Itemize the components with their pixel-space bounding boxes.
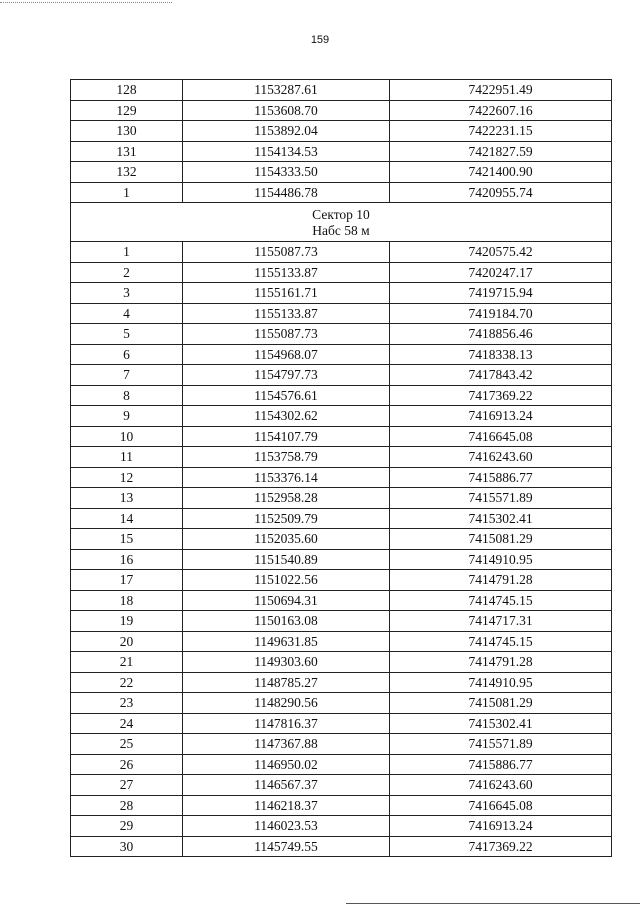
- y-coordinate-cell: 7415081.29: [390, 693, 612, 714]
- x-coordinate-cell: 1154968.07: [183, 344, 390, 365]
- point-number-cell: 15: [71, 529, 183, 550]
- point-number-cell: 23: [71, 693, 183, 714]
- point-number-cell: 11: [71, 447, 183, 468]
- y-coordinate-cell: 7415571.89: [390, 734, 612, 755]
- table-row: [71, 344, 612, 365]
- table-row: [71, 385, 612, 406]
- point-number-cell: 19: [71, 611, 183, 632]
- point-number-cell: 4: [71, 303, 183, 324]
- y-coordinate-cell: 7420955.74: [390, 182, 612, 203]
- y-coordinate-cell: 7414791.28: [390, 652, 612, 673]
- y-coordinate-cell: 7420575.42: [390, 242, 612, 263]
- x-coordinate-cell: 1155161.71: [183, 283, 390, 304]
- y-coordinate-cell: 7415302.41: [390, 713, 612, 734]
- x-coordinate-cell: 1150163.08: [183, 611, 390, 632]
- point-number-cell: 26: [71, 754, 183, 775]
- table-row: [71, 713, 612, 734]
- sector-header-group: [71, 203, 612, 242]
- point-number-cell: 24: [71, 713, 183, 734]
- x-coordinate-cell: 1155087.73: [183, 324, 390, 345]
- point-number-cell: 131: [71, 141, 183, 162]
- y-coordinate-cell: 7415302.41: [390, 508, 612, 529]
- x-coordinate-cell: 1146950.02: [183, 754, 390, 775]
- table-row: [71, 324, 612, 345]
- table-row: [71, 488, 612, 509]
- table-row: [71, 447, 612, 468]
- y-coordinate-cell: 7415571.89: [390, 488, 612, 509]
- table-row: [71, 652, 612, 673]
- table-row: [71, 80, 612, 101]
- point-number-cell: 22: [71, 672, 183, 693]
- x-coordinate-cell: 1150694.31: [183, 590, 390, 611]
- y-coordinate-cell: 7416913.24: [390, 406, 612, 427]
- table-row: [71, 162, 612, 183]
- point-number-cell: 3: [71, 283, 183, 304]
- x-coordinate-cell: 1153608.70: [183, 100, 390, 121]
- x-coordinate-cell: 1147816.37: [183, 713, 390, 734]
- point-number-cell: 128: [71, 80, 183, 101]
- table-row: [71, 775, 612, 796]
- y-coordinate-cell: 7414910.95: [390, 672, 612, 693]
- y-coordinate-cell: 7416243.60: [390, 447, 612, 468]
- x-coordinate-cell: 1152035.60: [183, 529, 390, 550]
- table-row: [71, 467, 612, 488]
- y-coordinate-cell: 7414745.15: [390, 590, 612, 611]
- page-number: 159: [310, 34, 330, 46]
- x-coordinate-cell: 1151540.89: [183, 549, 390, 570]
- x-coordinate-cell: 1153758.79: [183, 447, 390, 468]
- x-coordinate-cell: 1154797.73: [183, 365, 390, 386]
- x-coordinate-cell: 1154134.53: [183, 141, 390, 162]
- table-row: [71, 631, 612, 652]
- x-coordinate-cell: 1148785.27: [183, 672, 390, 693]
- x-coordinate-cell: 1147367.88: [183, 734, 390, 755]
- table-row: [71, 303, 612, 324]
- table-row: [71, 365, 612, 386]
- y-coordinate-cell: 7422231.15: [390, 121, 612, 142]
- table-row: [71, 100, 612, 121]
- point-number-cell: 6: [71, 344, 183, 365]
- point-number-cell: 1: [71, 242, 183, 263]
- point-number-cell: 10: [71, 426, 183, 447]
- point-number-cell: 132: [71, 162, 183, 183]
- table-row: [71, 508, 612, 529]
- y-coordinate-cell: 7414717.31: [390, 611, 612, 632]
- x-coordinate-cell: 1154333.50: [183, 162, 390, 183]
- x-coordinate-cell: 1153892.04: [183, 121, 390, 142]
- point-number-cell: 14: [71, 508, 183, 529]
- point-number-cell: 9: [71, 406, 183, 427]
- table-row: [71, 426, 612, 447]
- coordinates-table: [70, 79, 612, 857]
- point-number-cell: 7: [71, 365, 183, 386]
- x-coordinate-cell: 1146218.37: [183, 795, 390, 816]
- y-coordinate-cell: 7422951.49: [390, 80, 612, 101]
- y-coordinate-cell: 7419184.70: [390, 303, 612, 324]
- x-coordinate-cell: 1154486.78: [183, 182, 390, 203]
- y-coordinate-cell: 7416645.08: [390, 426, 612, 447]
- x-coordinate-cell: 1155133.87: [183, 262, 390, 283]
- point-number-cell: 129: [71, 100, 183, 121]
- y-coordinate-cell: 7415886.77: [390, 467, 612, 488]
- x-coordinate-cell: 1146023.53: [183, 816, 390, 837]
- x-coordinate-cell: 1152509.79: [183, 508, 390, 529]
- y-coordinate-cell: 7422607.16: [390, 100, 612, 121]
- table-row: [71, 734, 612, 755]
- table-row: [71, 141, 612, 162]
- y-coordinate-cell: 7418856.46: [390, 324, 612, 345]
- table-row: [71, 590, 612, 611]
- y-coordinate-cell: 7414910.95: [390, 549, 612, 570]
- point-number-cell: 13: [71, 488, 183, 509]
- y-coordinate-cell: 7416243.60: [390, 775, 612, 796]
- x-coordinate-cell: 1146567.37: [183, 775, 390, 796]
- table-row: [71, 262, 612, 283]
- sector-header-row: [71, 203, 612, 242]
- y-coordinate-cell: 7417369.22: [390, 385, 612, 406]
- sector-title: Сектор 10: [312, 206, 370, 222]
- table-row: [71, 549, 612, 570]
- y-coordinate-cell: 7421827.59: [390, 141, 612, 162]
- x-coordinate-cell: 1149631.85: [183, 631, 390, 652]
- table-row: [71, 182, 612, 203]
- x-coordinate-cell: 1153287.61: [183, 80, 390, 101]
- scan-edge-bottom: [346, 903, 640, 904]
- x-coordinate-cell: 1151022.56: [183, 570, 390, 591]
- sector-header-cell: [71, 203, 612, 242]
- x-coordinate-cell: 1154107.79: [183, 426, 390, 447]
- y-coordinate-cell: 7414791.28: [390, 570, 612, 591]
- point-number-cell: 2: [71, 262, 183, 283]
- point-number-cell: 21: [71, 652, 183, 673]
- table-row: [71, 406, 612, 427]
- table-row: [71, 570, 612, 591]
- x-coordinate-cell: 1149303.60: [183, 652, 390, 673]
- x-coordinate-cell: 1155087.73: [183, 242, 390, 263]
- x-coordinate-cell: 1145749.55: [183, 836, 390, 857]
- point-number-cell: 17: [71, 570, 183, 591]
- table-row: [71, 121, 612, 142]
- table-row: [71, 611, 612, 632]
- y-coordinate-cell: 7415886.77: [390, 754, 612, 775]
- point-number-cell: 1: [71, 182, 183, 203]
- x-coordinate-cell: 1154576.61: [183, 385, 390, 406]
- coordinates-table-body-after: [71, 242, 612, 857]
- y-coordinate-cell: 7417369.22: [390, 836, 612, 857]
- point-number-cell: 16: [71, 549, 183, 570]
- table-row: [71, 672, 612, 693]
- x-coordinate-cell: 1152958.28: [183, 488, 390, 509]
- point-number-cell: 130: [71, 121, 183, 142]
- point-number-cell: 8: [71, 385, 183, 406]
- sector-height: Набс 58 м: [312, 222, 370, 238]
- y-coordinate-cell: 7416913.24: [390, 816, 612, 837]
- y-coordinate-cell: 7416645.08: [390, 795, 612, 816]
- table-row: [71, 836, 612, 857]
- coordinates-table-body-before: [71, 80, 612, 203]
- table-row: [71, 242, 612, 263]
- point-number-cell: 18: [71, 590, 183, 611]
- y-coordinate-cell: 7421400.90: [390, 162, 612, 183]
- table-row: [71, 754, 612, 775]
- point-number-cell: 20: [71, 631, 183, 652]
- y-coordinate-cell: 7418338.13: [390, 344, 612, 365]
- x-coordinate-cell: 1154302.62: [183, 406, 390, 427]
- y-coordinate-cell: 7417843.42: [390, 365, 612, 386]
- point-number-cell: 12: [71, 467, 183, 488]
- point-number-cell: 27: [71, 775, 183, 796]
- y-coordinate-cell: 7419715.94: [390, 283, 612, 304]
- table-row: [71, 529, 612, 550]
- table-row: [71, 283, 612, 304]
- point-number-cell: 29: [71, 816, 183, 837]
- y-coordinate-cell: 7414745.15: [390, 631, 612, 652]
- y-coordinate-cell: 7415081.29: [390, 529, 612, 550]
- y-coordinate-cell: 7420247.17: [390, 262, 612, 283]
- point-number-cell: 5: [71, 324, 183, 345]
- x-coordinate-cell: 1155133.87: [183, 303, 390, 324]
- x-coordinate-cell: 1153376.14: [183, 467, 390, 488]
- point-number-cell: 28: [71, 795, 183, 816]
- scan-edge-top: [0, 2, 172, 3]
- point-number-cell: 25: [71, 734, 183, 755]
- table-row: [71, 816, 612, 837]
- table-row: [71, 795, 612, 816]
- point-number-cell: 30: [71, 836, 183, 857]
- x-coordinate-cell: 1148290.56: [183, 693, 390, 714]
- table-row: [71, 693, 612, 714]
